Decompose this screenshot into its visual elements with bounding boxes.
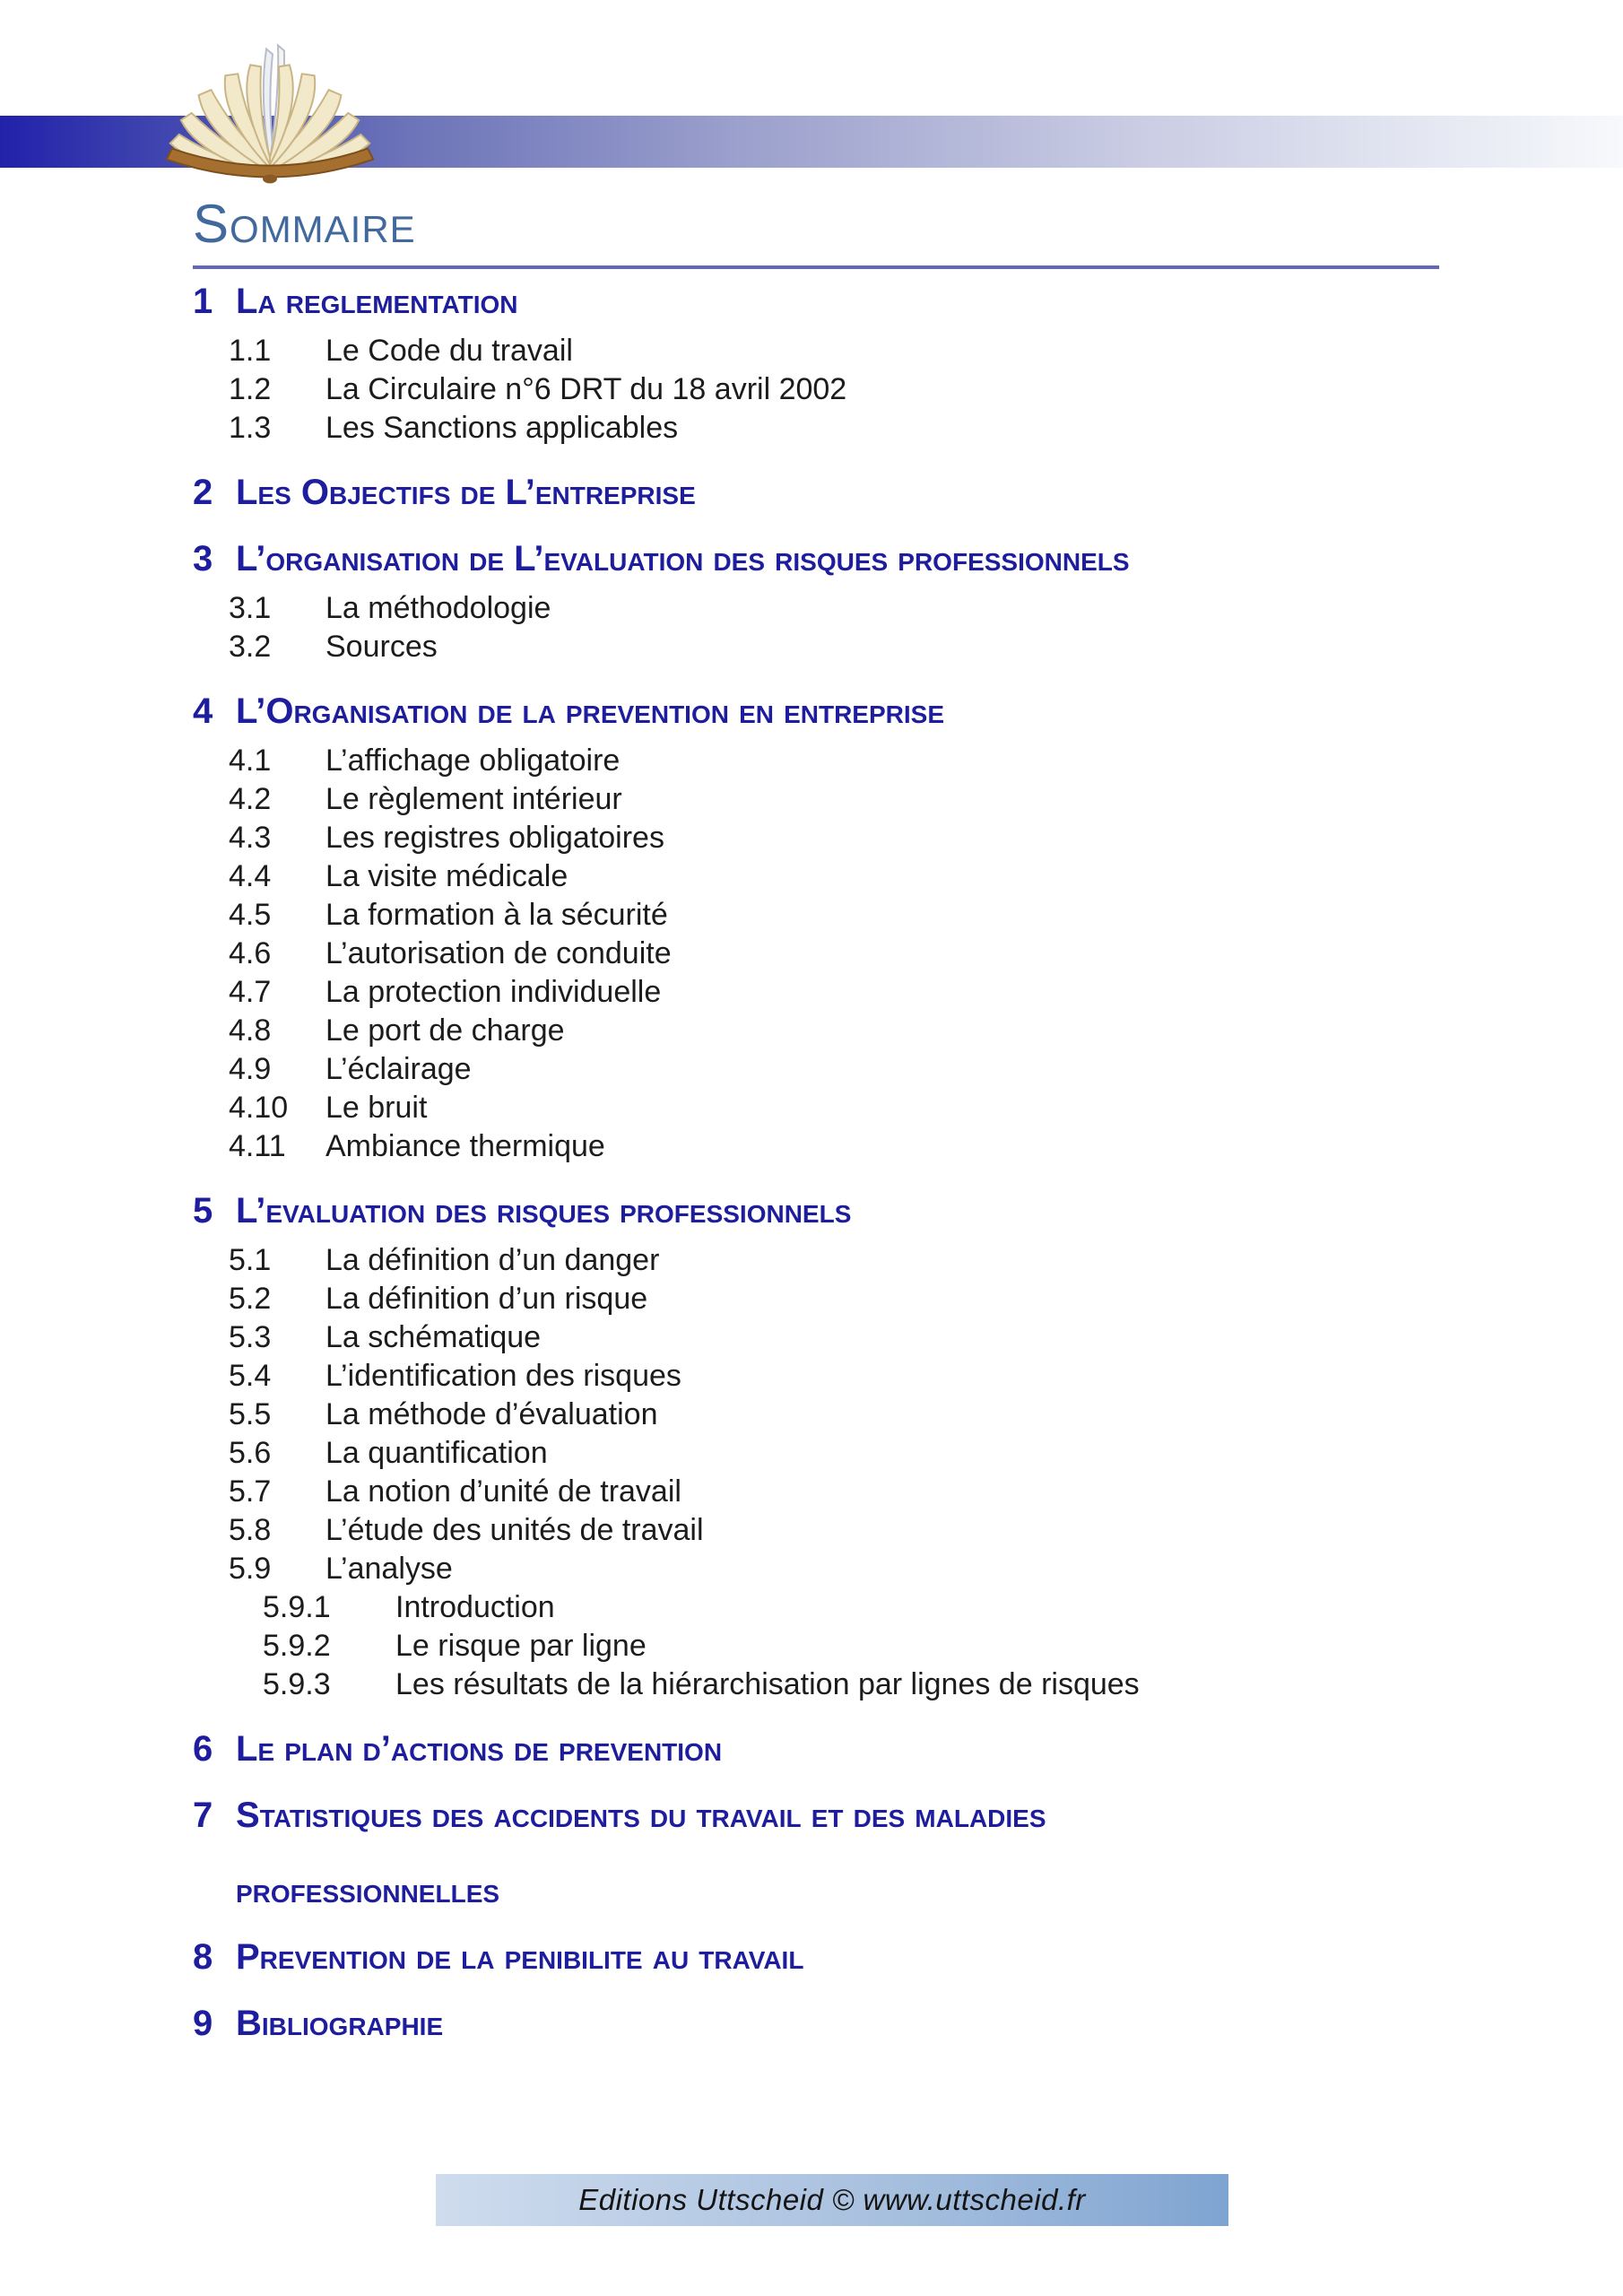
toc-entry-number: 1.2 <box>229 372 272 406</box>
toc-entry-label: L’identification des risques <box>325 1359 681 1393</box>
toc-entry-5.1 <box>193 1241 1466 1280</box>
title-underline <box>193 265 1439 269</box>
toc-entry-number: 4.4 <box>229 859 272 893</box>
toc-entry-number: 4.9 <box>229 1052 272 1086</box>
toc-entry-number: 5 <box>193 1191 213 1231</box>
toc-entry-label: L’analyse <box>325 1552 453 1586</box>
toc-entry-1.2 <box>193 370 1466 409</box>
toc-entry-1.3 <box>193 409 1466 448</box>
toc-entry-number: 5.4 <box>229 1359 272 1393</box>
toc-entry-number: 4.8 <box>229 1013 272 1048</box>
toc-entry-label: Les Objectifs de L’entreprise <box>236 473 696 512</box>
toc-entry-label: Prevention de la penibilite au travail <box>236 1937 804 1977</box>
toc-entry-label: La formation à la sécurité <box>325 898 668 932</box>
footer-text: Editions Uttscheid © www.uttscheid.fr <box>578 2183 1086 2216</box>
toc-entry-label: Le Code du travail <box>325 334 573 368</box>
toc-entry-number: 8 <box>193 1937 213 1977</box>
toc-entry-5 <box>193 1189 1466 1232</box>
toc-entry-5.4 <box>193 1357 1466 1396</box>
toc-entry-5.7 <box>193 1473 1466 1511</box>
toc-entry-label: Les Sanctions applicables <box>325 411 679 445</box>
toc-entry-number: 5.1 <box>229 1243 272 1277</box>
toc-entry-label: La Circulaire n°6 DRT du 18 avril 2002 <box>325 372 847 406</box>
toc-entry-label: La définition d’un danger <box>325 1243 660 1277</box>
open-book-icon <box>145 36 395 190</box>
toc-entry-4.2 <box>193 780 1466 819</box>
toc-entry-label: Le port de charge <box>325 1013 565 1048</box>
toc-entry-4.7 <box>193 973 1466 1012</box>
toc-entry-number: 5.8 <box>229 1513 272 1547</box>
toc-entry-4.8 <box>193 1012 1466 1050</box>
toc-entry-1 <box>193 280 1466 323</box>
toc-entry-number: 5.9.3 <box>263 1667 331 1701</box>
toc-entry-number: 1 <box>193 282 213 321</box>
toc-entry-number: 4.3 <box>229 821 272 855</box>
toc-content <box>193 194 1466 2054</box>
toc-entry-number: 9 <box>193 2004 213 2043</box>
toc-entry-label: L’organisation de L’evaluation des risques professionnels <box>236 539 1130 578</box>
toc-list <box>193 280 1466 2045</box>
toc-entry-number: 5.9.1 <box>263 1590 331 1624</box>
toc-entry-label: La notion d’unité de travail <box>325 1474 681 1509</box>
toc-entry-4.6 <box>193 935 1466 973</box>
toc-entry-label: Introduction <box>395 1590 555 1624</box>
toc-entry-label: L’evaluation des risques professionnels <box>236 1191 852 1231</box>
toc-entry-label: Le plan d’actions de prevention <box>236 1729 723 1769</box>
toc-entry-label: La protection individuelle <box>325 975 662 1009</box>
toc-entry-4 <box>193 690 1466 733</box>
toc-entry-5.5 <box>193 1396 1466 1434</box>
toc-entry-5.9.2 <box>193 1627 1466 1665</box>
toc-entry-label-line2: professionnelles <box>236 1871 500 1910</box>
toc-entry-4.11 <box>193 1127 1466 1166</box>
toc-entry-3.2 <box>193 628 1466 666</box>
toc-entry-number: 7 <box>193 1796 213 1835</box>
toc-entry-number: 1.3 <box>229 411 272 445</box>
toc-entry-7 <box>193 1794 1466 1912</box>
toc-entry-number: 4.11 <box>229 1129 286 1163</box>
toc-entry-number: 4.2 <box>229 782 272 816</box>
toc-entry-label: La méthode d’évaluation <box>325 1397 658 1431</box>
toc-entry-number: 5.5 <box>229 1397 272 1431</box>
toc-entry-number: 5.7 <box>229 1474 272 1509</box>
toc-entry-number: 5.3 <box>229 1320 272 1354</box>
toc-entry-number: 4.7 <box>229 975 272 1009</box>
toc-entry-8 <box>193 1935 1466 1979</box>
toc-entry-label: La quantification <box>325 1436 548 1470</box>
toc-entry-number: 4.5 <box>229 898 272 932</box>
toc-entry-label: L’éclairage <box>325 1052 472 1086</box>
toc-entry-label: Statistiques des accidents du travail et des maladies <box>236 1796 1046 1835</box>
toc-entry-label: La définition d’un risque <box>325 1282 648 1316</box>
toc-entry-number: 5.6 <box>229 1436 272 1470</box>
toc-entry-4.5 <box>193 896 1466 935</box>
toc-entry-6 <box>193 1727 1466 1770</box>
toc-entry-label: Le bruit <box>325 1091 428 1125</box>
toc-entry-4.3 <box>193 819 1466 857</box>
toc-entry-3 <box>193 537 1466 580</box>
toc-entry-label: L’affichage obligatoire <box>325 744 621 778</box>
toc-entry-4.10 <box>193 1089 1466 1127</box>
toc-entry-4.1 <box>193 742 1466 780</box>
toc-entry-number: 5.2 <box>229 1282 272 1316</box>
toc-entry-number: 3 <box>193 539 213 578</box>
toc-entry-label: Sources <box>325 630 438 664</box>
toc-entry-label: Le risque par ligne <box>395 1629 647 1663</box>
toc-entry-label: Les registres obligatoires <box>325 821 664 855</box>
toc-entry-2 <box>193 471 1466 514</box>
toc-entry-number: 4 <box>193 691 213 731</box>
toc-entry-label: La méthodologie <box>325 591 551 625</box>
toc-entry-number: 4.6 <box>229 936 272 970</box>
toc-entry-1.1 <box>193 332 1466 370</box>
toc-entry-number: 6 <box>193 1729 213 1769</box>
toc-entry-number: 3.2 <box>229 630 272 664</box>
toc-entry-4.9 <box>193 1050 1466 1089</box>
toc-entry-5.9.3 <box>193 1665 1466 1704</box>
toc-entry-label: La visite médicale <box>325 859 568 893</box>
toc-entry-number: 5.9.2 <box>263 1629 331 1663</box>
toc-entry-number: 2 <box>193 473 213 512</box>
toc-entry-9 <box>193 2002 1466 2045</box>
toc-entry-label: La reglementation <box>236 282 518 321</box>
toc-entry-4.4 <box>193 857 1466 896</box>
toc-entry-label: L’Organisation de la prevention en entreprise <box>236 691 945 731</box>
toc-entry-label: L’autorisation de conduite <box>325 936 672 970</box>
toc-entry-5.9 <box>193 1550 1466 1588</box>
footer-bar <box>436 2174 1228 2226</box>
toc-entry-label: L’étude des unités de travail <box>325 1513 704 1547</box>
page-title: Sommaire <box>193 194 416 254</box>
toc-entry-label: La schématique <box>325 1320 542 1354</box>
toc-entry-3.1 <box>193 589 1466 628</box>
toc-entry-number: 1.1 <box>229 334 272 368</box>
toc-entry-label: Bibliographie <box>236 2004 444 2043</box>
toc-entry-number: 5.9 <box>229 1552 272 1586</box>
toc-entry-number: 4.10 <box>229 1091 289 1125</box>
toc-entry-label: Le règlement intérieur <box>325 782 622 816</box>
toc-entry-label: Ambiance thermique <box>325 1129 605 1163</box>
toc-entry-number: 4.1 <box>229 744 272 778</box>
toc-entry-5.8 <box>193 1511 1466 1550</box>
toc-entry-label: Les résultats de la hiérarchisation par lignes de risques <box>395 1667 1140 1701</box>
toc-entry-number: 3.1 <box>229 591 272 625</box>
toc-entry-5.2 <box>193 1280 1466 1318</box>
toc-entry-5.6 <box>193 1434 1466 1473</box>
toc-entry-5.3 <box>193 1318 1466 1357</box>
toc-entry-5.9.1 <box>193 1588 1466 1627</box>
